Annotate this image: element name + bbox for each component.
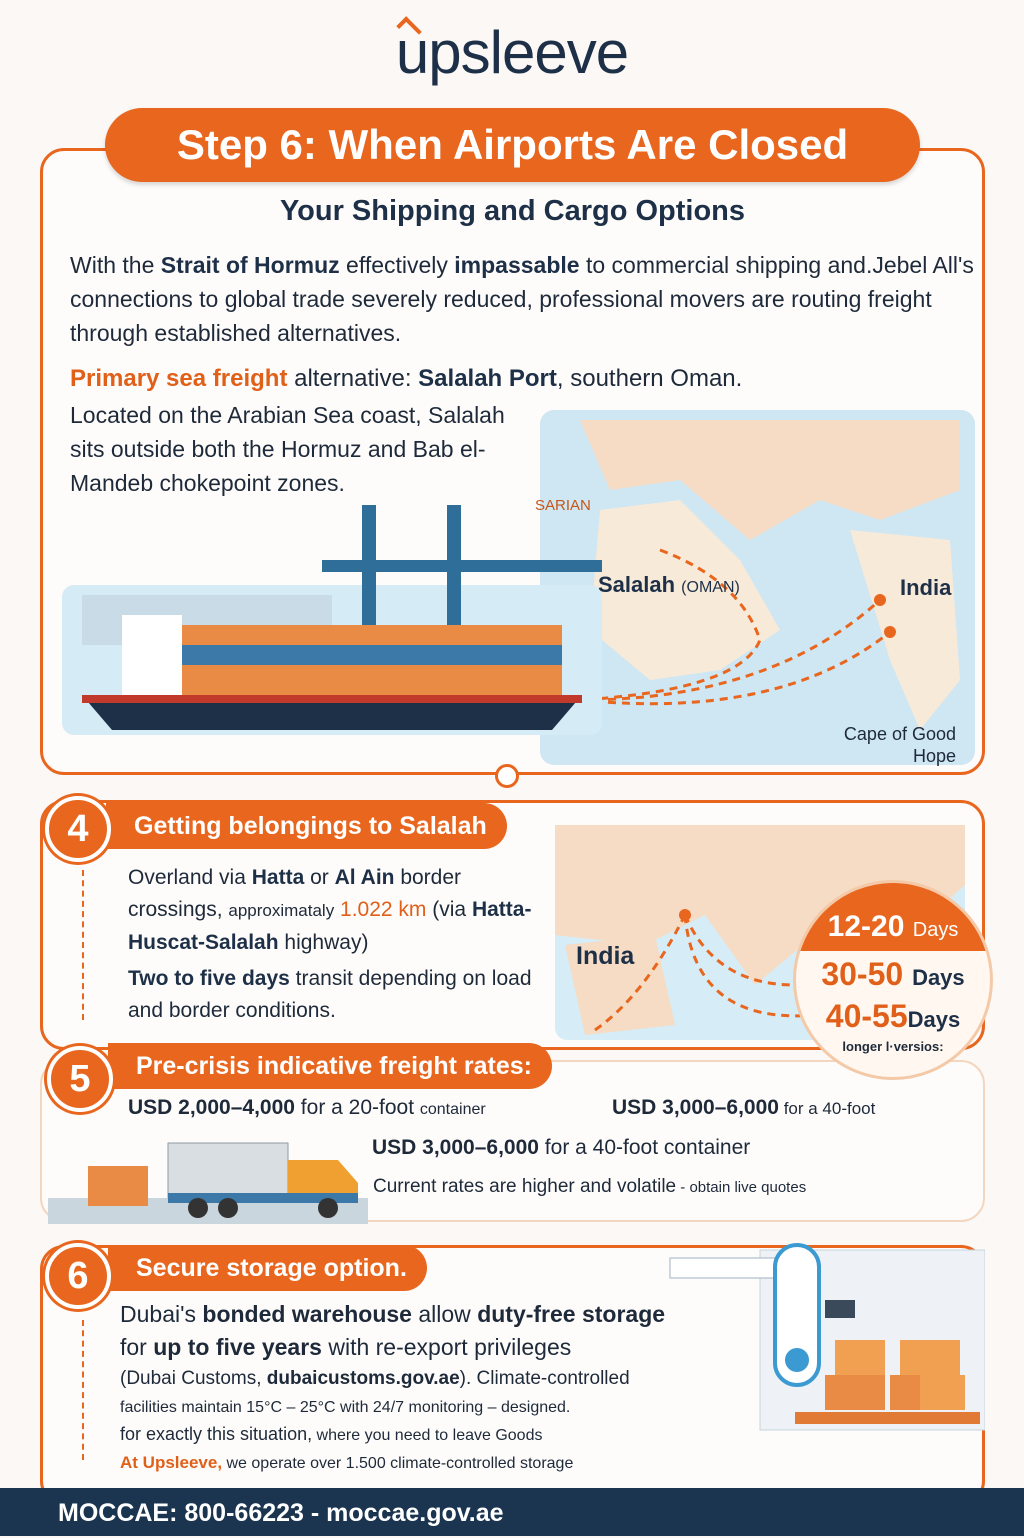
storage-line-6: At Upsleeve, we operate over 1.500 climate-controlled storage	[120, 1453, 574, 1472]
map-label-india: India	[900, 575, 952, 600]
truck-illustration	[48, 1138, 368, 1224]
primary-freight: Primary sea freight alternative: Salalah Port, southern Oman.	[70, 365, 743, 392]
days-row-3: 40-55Days	[825, 998, 961, 1034]
days-note: longer l·versios:	[842, 1039, 944, 1054]
storage-line-3: (Dubai Customs, dubaicustoms.gov.ae). Climate-controlled	[120, 1368, 630, 1389]
subtitle: Your Shipping and Cargo Options	[279, 195, 746, 227]
rate-40ft-b: USD 3,000–6,000 for a 40-foot container	[372, 1136, 751, 1159]
section-6-text	[120, 1298, 665, 1478]
warehouse-illustration	[665, 1240, 985, 1435]
container-ship-illustration	[62, 505, 607, 735]
section-4-bullets	[128, 862, 543, 1027]
step-number-6: 6	[45, 1243, 111, 1309]
days-row-1: 12-20 Days	[796, 883, 990, 951]
logo: upsleeve	[395, 19, 629, 86]
intro-text: With the Strait of Hormuz effectively impassable to commercial shipping and.Jebel All's connections to global trade severely reduced, professional movers are routing freight through established alternatives.	[70, 252, 974, 346]
camera-icon	[825, 1300, 855, 1318]
section-5-title: Pre-crisis indicative freight rates:	[108, 1043, 552, 1089]
step-number-4: 4	[45, 796, 111, 862]
bullet-overland: Overland via Hatta or Al Ain border crossings, approximataly 1.022 km (via Hatta-Huscat-Salalah highway)	[128, 866, 532, 954]
connector-dot	[495, 764, 519, 788]
storage-line-5: for exactly this situation, where you need to leave Goods	[120, 1424, 543, 1444]
map-label-salalah: Salalah (OMAN)	[598, 572, 740, 597]
map-label-sarian: SARIAN	[535, 497, 591, 514]
rates-note: Current rates are higher and volatile - obtain live quotes	[373, 1176, 807, 1197]
section-4-title: Getting belongings to Salalah	[106, 803, 507, 849]
map-label-india-2: India	[576, 942, 635, 970]
transit-days-badge	[793, 880, 993, 1080]
step-number-5: 5	[47, 1046, 113, 1112]
rate-40ft-a: USD 3,000–6,000 for a 40-foot	[612, 1096, 876, 1119]
storage-line-1: Dubai's bonded warehouse allow duty-free storage	[120, 1301, 666, 1327]
map-label-cape: Cape of Good Hope	[843, 724, 956, 766]
timeline-line-6	[82, 1320, 84, 1460]
primary-detail: Located on the Arabian Sea coast, Salalah sits outside both the Hormuz and Bab el-Mandeb chokepoint zones.	[70, 402, 505, 496]
section-6-title: Secure storage option.	[108, 1245, 427, 1291]
bullet-transit: Two to five days transit depending on load and border conditions.	[128, 967, 532, 1022]
timeline-line	[82, 870, 84, 1020]
footer-contact: MOCCAE: 800-66223 - moccae.gov.ae	[0, 1488, 1024, 1536]
days-row-2: 30-50 Days	[821, 956, 965, 992]
storage-line-4: facilities maintain 15°C – 25°C with 24/7 monitoring – designed.	[120, 1399, 571, 1416]
page-title: Step 6: When Airports Are Closed	[105, 108, 920, 182]
storage-line-2: for up to five years with re-export privileges	[120, 1334, 572, 1360]
rate-20ft: USD 2,000–4,000 for a 20-foot container	[128, 1096, 486, 1119]
intro-column	[70, 248, 975, 500]
